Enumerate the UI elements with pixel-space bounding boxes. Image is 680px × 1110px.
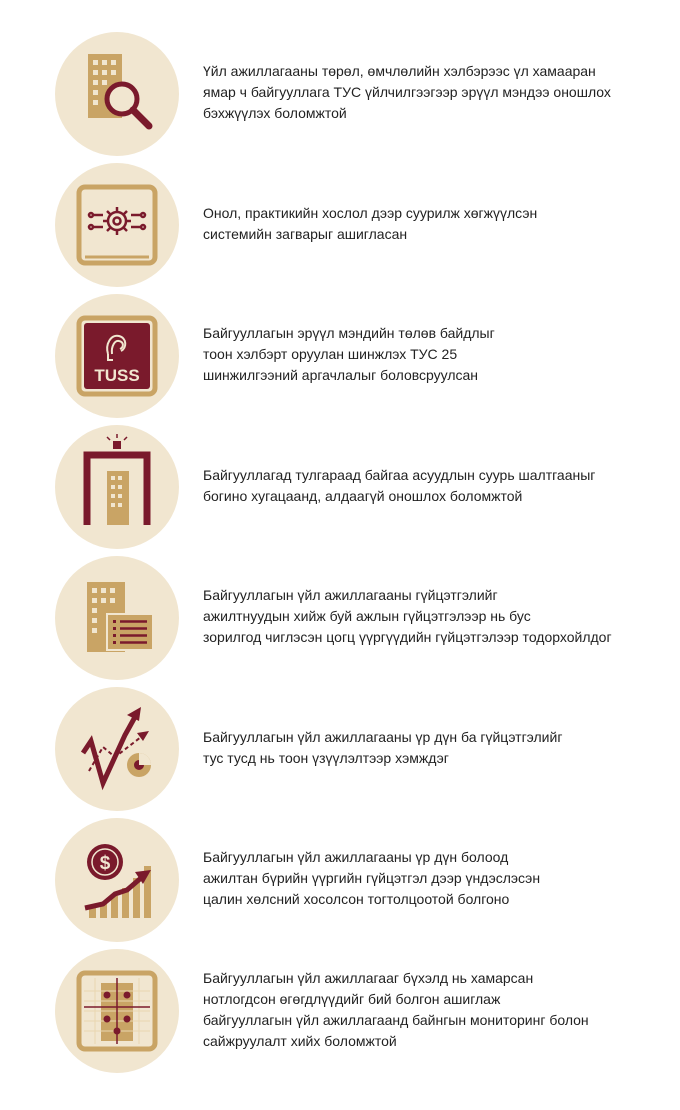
feature-text: [203, 585, 643, 648]
text-line: бэхжүүлэх боломжтой: [203, 105, 347, 121]
text-line: байгууллагын үйл ажиллагаанд байнгын мониторинг болон: [203, 1012, 589, 1028]
building-monitoring-icon: [55, 949, 179, 1073]
icon-circle: [55, 687, 179, 811]
icon-circle: [55, 294, 179, 418]
text-line: ажилтнуудын хийж буй ажлын гүйцэтгэлээр нь бус: [203, 608, 531, 624]
text-line: Байгууллагын эрүүл мэндийн төлөв байдлыг: [203, 325, 495, 341]
feature-text: [203, 465, 643, 507]
feature-item-2: [0, 163, 680, 287]
text-line: цалин хөлсний хосолсон тогтолцоотой болгоно: [203, 891, 510, 907]
text-line: богино хугацаанд, алдаагүй оношлох боломжтой: [203, 488, 523, 504]
text-line: тус тусд нь тоон үзүүлэлтээр хэмждэг: [203, 750, 449, 766]
feature-item-6: [0, 687, 680, 811]
feature-item-3: [0, 294, 680, 418]
text-line: нотлогдсон өгөгдлүүдийг бий болгон ашиглаж: [203, 991, 501, 1007]
feature-text: [203, 968, 643, 1052]
growth-arrows-icon: [55, 687, 179, 811]
text-line: Байгууллагын үйл ажиллагааны үр дүн ба гүйцэтгэлийг: [203, 729, 563, 745]
text-line: Байгууллагын үйл ажиллагааны үр дүн болоод: [203, 849, 509, 865]
text-line: сайжруулалт хийх боломжтой: [203, 1033, 397, 1049]
feature-text: [203, 61, 643, 124]
text-line: зорилгод чиглэсэн цогц үүргүүдийн гүйцэтгэлээр тодорхойлдог: [203, 629, 612, 645]
feature-text: [203, 203, 643, 245]
gear-circuit-icon: [55, 163, 179, 287]
feature-item-4: [0, 425, 680, 549]
text-line: Онол, практикийн хослол дээр суурилж хөгжүүлсэн: [203, 205, 538, 221]
text-line: Үйл ажиллагааны төрөл, өмчлөлийн хэлбэрээс үл хамааран: [203, 63, 596, 79]
icon-circle: [55, 163, 179, 287]
icon-circle: [55, 556, 179, 680]
icon-circle: [55, 32, 179, 156]
feature-item-8: [0, 949, 680, 1073]
text-line: тоон хэлбэрт оруулан шинжлэх ТУС 25: [203, 346, 458, 362]
icon-circle: [55, 818, 179, 942]
text-line: шинжилгээний аргачлалыг боловсруулсан: [203, 367, 479, 383]
text-line: Байгууллагын үйл ажиллагааг бүхэлд нь хамарсан: [203, 970, 534, 986]
text-line: Байгууллагын үйл ажиллагааны гүйцэтгэлийг: [203, 587, 498, 603]
text-line: системийн загварыг ашигласан: [203, 226, 408, 242]
tuss-logo-text: TUSS: [94, 366, 140, 385]
feature-text: [203, 847, 643, 910]
building-scanner-icon: [55, 425, 179, 549]
feature-text: [203, 323, 643, 386]
icon-circle: [55, 949, 179, 1073]
feature-item-1: [0, 32, 680, 156]
feature-text: [203, 727, 643, 769]
feature-item-5: [0, 556, 680, 680]
svg-text:$: $: [99, 853, 111, 874]
building-search-icon: [55, 32, 179, 156]
icon-circle: [55, 425, 179, 549]
feature-item-7: [0, 818, 680, 942]
tuss-logo-icon: [55, 294, 179, 418]
text-line: ямар ч байгууллага ТУС үйлчилгээгээр эрүүл мэндээ оношлох: [203, 84, 611, 100]
text-line: ажилтан бүрийн үүргийн гүйцэтгэл дээр үндэслэсэн: [203, 870, 541, 886]
dollar-growth-chart-icon: [55, 818, 179, 942]
building-document-icon: [55, 556, 179, 680]
text-line: Байгууллагад тулгараад байгаа асуудлын суурь шалтгааныг: [203, 467, 596, 483]
